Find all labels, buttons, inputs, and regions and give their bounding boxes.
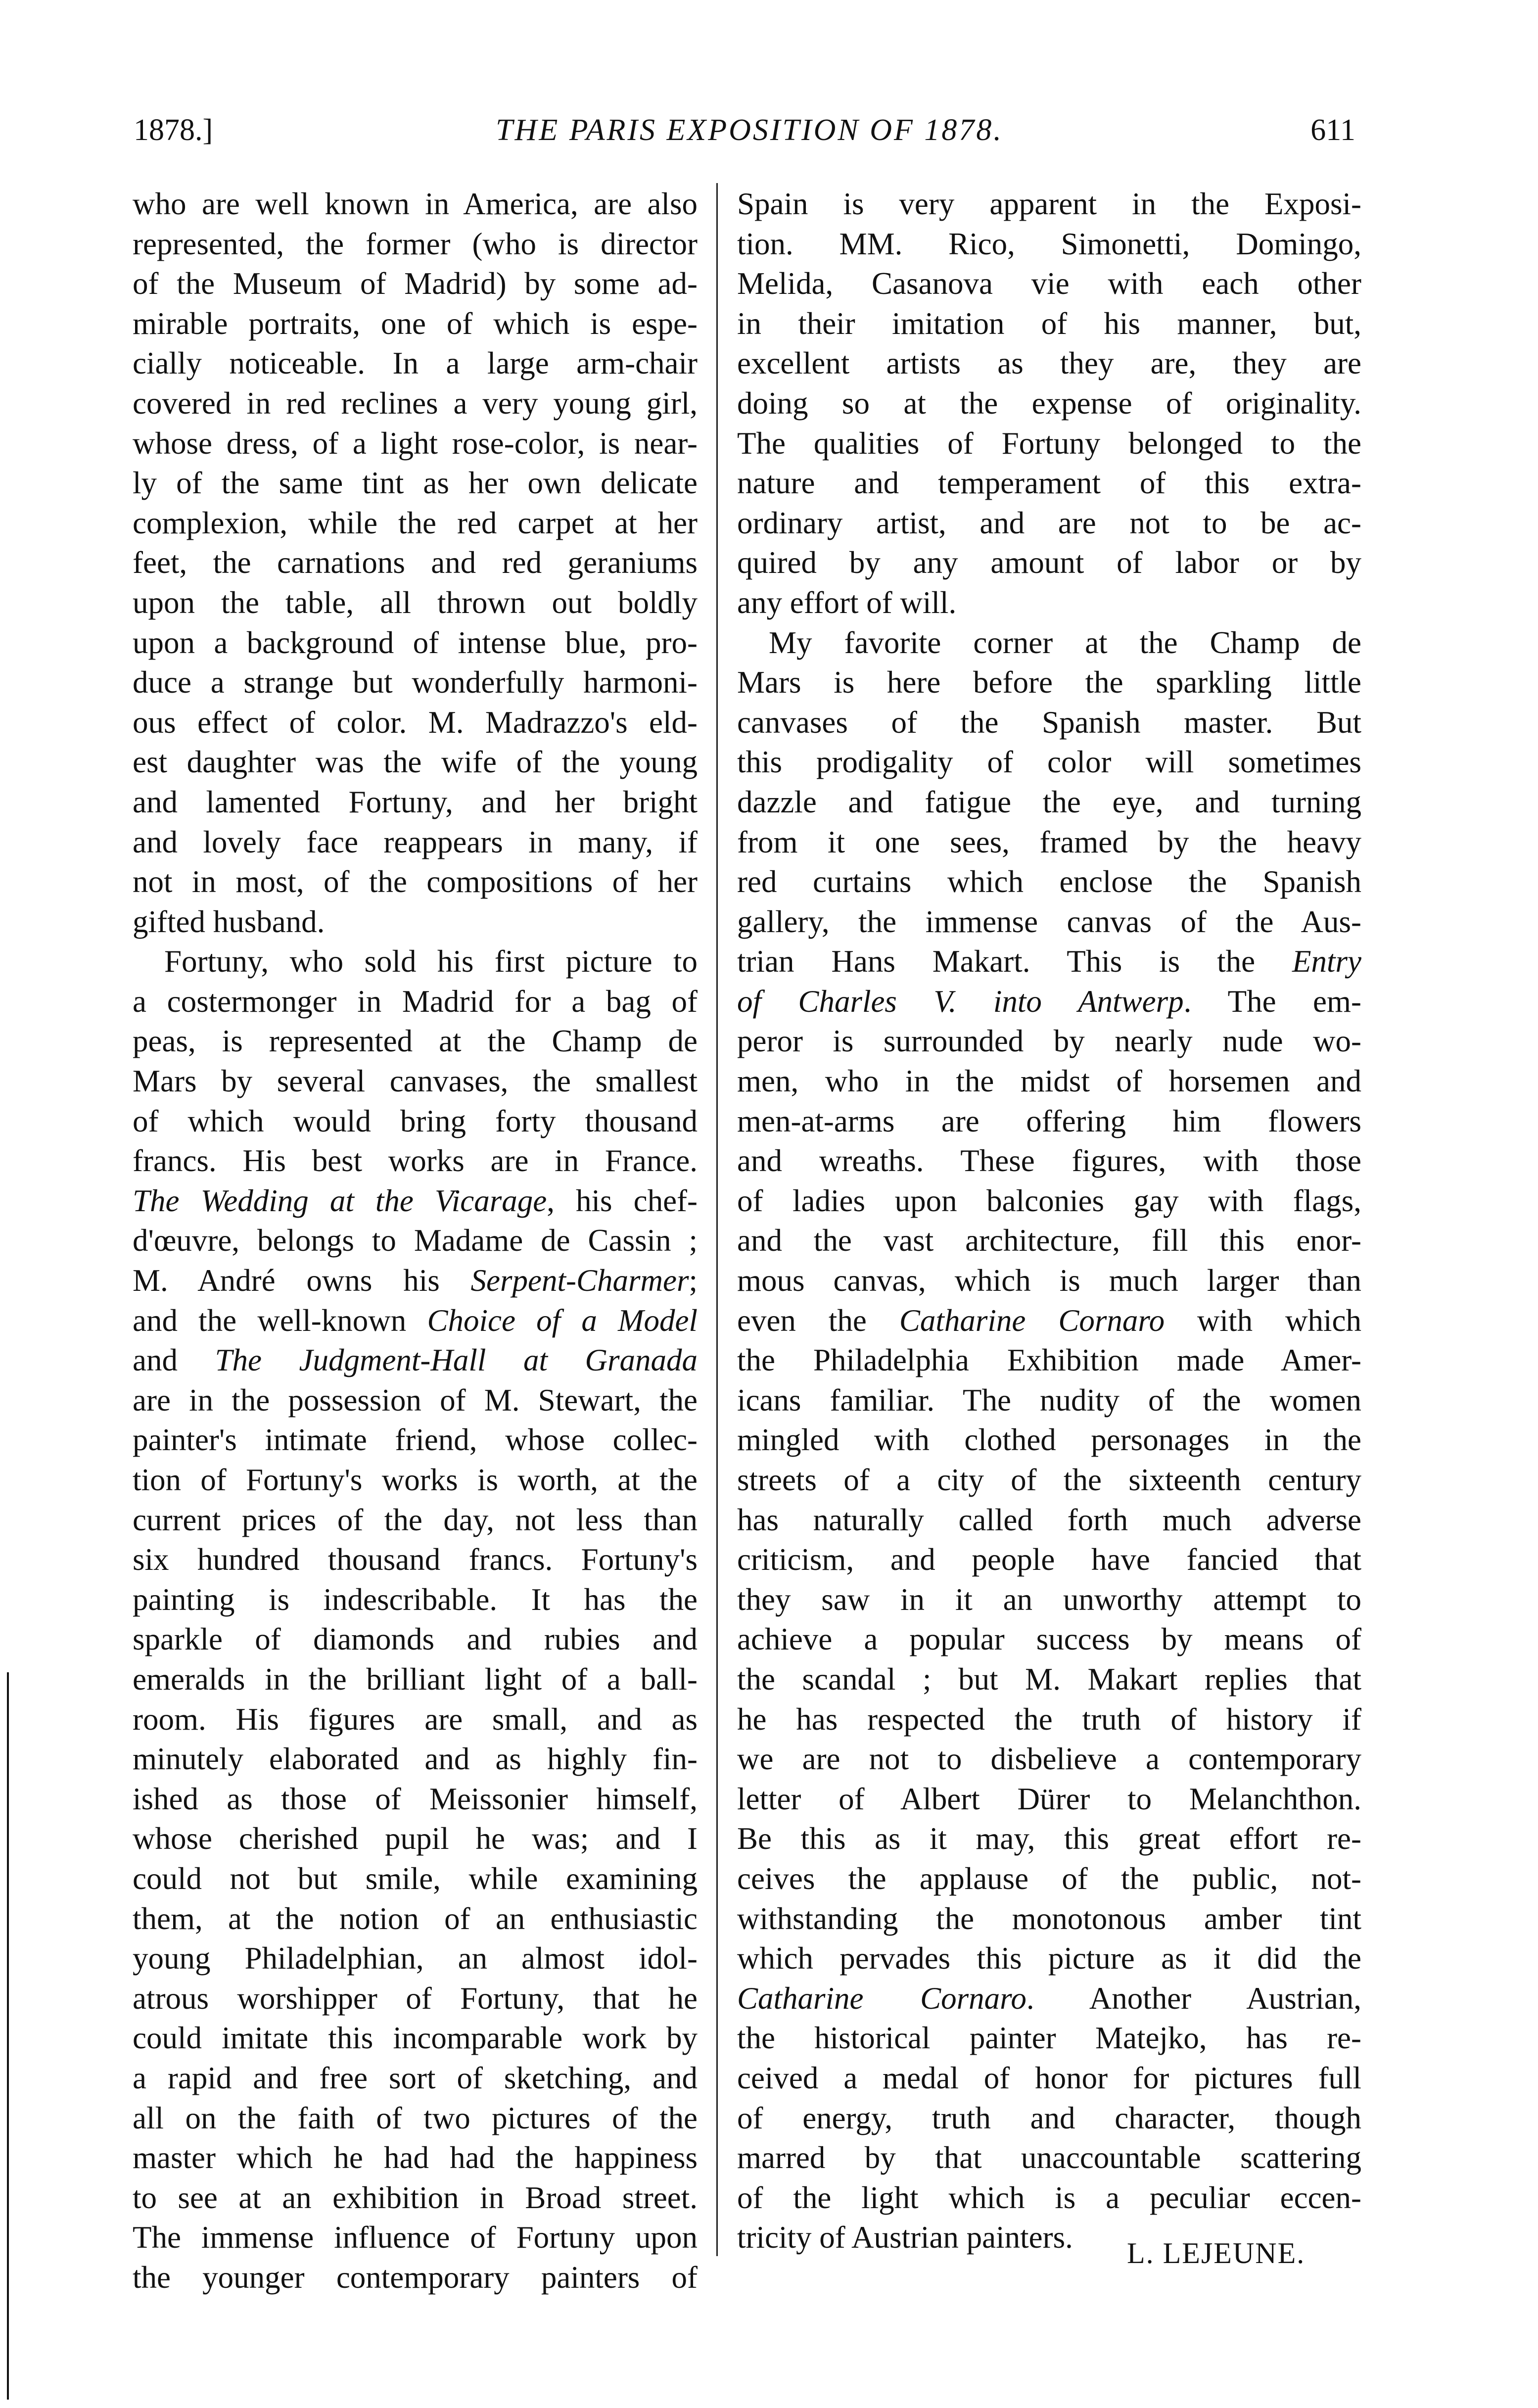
text-line: we are not to disbelieve a contemporary — [737, 1742, 1361, 1777]
text-line: criticism, and people have fancied that — [737, 1542, 1361, 1577]
text-line: a rapid and free sort of sketching, and — [133, 2060, 698, 2095]
right-column — [737, 184, 1361, 2258]
text-line: who are well known in America, are also — [133, 187, 698, 221]
header-title: THE PARIS EXPOSITION OF 1878. — [496, 113, 1003, 147]
text-line: peror is surrounded by nearly nude wo- — [737, 1024, 1361, 1059]
text-line: Fortuny, who sold his first picture to — [164, 944, 698, 979]
text-line: letter of Albert Dürer to Melanchthon. — [737, 1781, 1361, 1816]
text-line: even the Catharine Cornaro with which — [737, 1303, 1362, 1338]
text-line: ous effect of color. M. Madrazzo's eld- — [133, 705, 698, 740]
text-line: of the Museum of Madrid) by some ad- — [133, 266, 698, 301]
text-line: are in the possession of M. Stewart, the — [133, 1382, 698, 1417]
text-line: trian Hans Makart. This is the Entry — [737, 944, 1361, 979]
text-line: not in most, of the compositions of her — [133, 864, 698, 899]
text-line: The immense influence of Fortuny upon — [133, 2220, 698, 2255]
text-line: mirable portraits, one of which is espe- — [133, 306, 698, 341]
text-line: Be this as it may, this great effort re- — [737, 1821, 1361, 1856]
text-line: current prices of the day, not less than — [133, 1502, 698, 1537]
text-line: mingled with clothed personages in the — [737, 1422, 1361, 1458]
text-line: could imitate this incomparable work by — [133, 2021, 698, 2056]
page-number: 611 — [1310, 113, 1355, 147]
text-line: marred by that unaccountable scattering — [737, 2140, 1361, 2175]
text-line: duce a strange but wonderfully harmoni- — [133, 665, 698, 700]
text-line: red curtains which enclose the Spanish — [737, 864, 1361, 899]
text-line: of energy, truth and character, though — [737, 2100, 1361, 2135]
text-line: and lamented Fortuny, and her bright — [133, 784, 698, 819]
text-line: painter's intimate friend, whose collec- — [133, 1422, 698, 1458]
text-line: men-at-arms are offering him flowers — [737, 1103, 1361, 1138]
text-line: icans familiar. The nudity of the women — [737, 1382, 1361, 1417]
text-line: of which would bring forty thousand — [133, 1103, 698, 1138]
text-line: upon a background of intense blue, pro- — [133, 625, 698, 660]
text-line: gifted husband. — [133, 904, 325, 939]
text-line: emeralds in the brilliant light of a ball- — [133, 1661, 698, 1697]
text-line: tion of Fortuny's works is worth, at the — [133, 1463, 698, 1497]
text-line: achieve a popular success by means of — [737, 1622, 1361, 1657]
text-line: could not but smile, while examining — [133, 1861, 698, 1896]
text-line: this prodigality of color will sometimes — [737, 745, 1361, 780]
text-line: the younger contemporary painters of — [133, 2260, 698, 2295]
text-line: and lovely face reappears in many, if — [133, 824, 698, 859]
running-header — [134, 113, 1365, 157]
text-line: tricity of Austrian painters. — [737, 2220, 1073, 2255]
text-line: complexion, while the red carpet at her — [133, 505, 698, 540]
text-line: which pervades this picture as it did the — [737, 1941, 1361, 1976]
text-line: represented, the former (who is director — [133, 226, 698, 261]
text-line: whose dress, of a light rose-color, is near- — [133, 425, 698, 461]
text-line: withstanding the monotonous amber tint — [737, 1901, 1361, 1936]
text-line: d'œuvre, belongs to Madame de Cassin ; — [133, 1223, 698, 1258]
text-line: painting is indescribable. It has the — [133, 1582, 698, 1617]
text-line: tion. MM. Rico, Simonetti, Domingo, — [737, 226, 1361, 261]
text-line: doing so at the expense of originality. — [737, 385, 1361, 421]
text-line: excellent artists as they are, they are — [737, 346, 1361, 381]
text-line: ordinary artist, and are not to be ac- — [737, 505, 1361, 540]
text-line: sparkle of diamonds and rubies and — [133, 1622, 698, 1657]
text-line: My favorite corner at the Champ de — [769, 625, 1361, 660]
text-line: to see at an exhibition in Broad street. — [133, 2180, 698, 2215]
text-line: the Philadelphia Exhibition made Amer- — [737, 1343, 1361, 1378]
text-line: est daughter was the wife of the young — [133, 745, 698, 780]
text-line: Mars is here before the sparkling little — [737, 665, 1361, 700]
text-line: men, who in the midst of horsemen and — [737, 1064, 1361, 1099]
text-line: them, at the notion of an enthusiastic — [133, 1901, 698, 1936]
text-line: cially noticeable. In a large arm-chair — [133, 346, 698, 381]
text-line: the historical painter Matejko, has re- — [737, 2021, 1361, 2056]
text-line: nature and temperament of this extra- — [737, 466, 1361, 501]
text-line: from it one sees, framed by the heavy — [737, 824, 1361, 859]
text-line: in their imitation of his manner, but, — [737, 306, 1361, 341]
text-line: room. His figures are small, and as — [133, 1701, 698, 1737]
column-divider — [716, 183, 718, 2256]
text-line: six hundred thousand francs. Fortuny's — [133, 1542, 698, 1577]
text-line: feet, the carnations and red geraniums — [133, 545, 698, 580]
text-line: The qualities of Fortuny belonged to the — [737, 425, 1361, 461]
text-line: the scandal ; but M. Makart replies that — [737, 1661, 1361, 1697]
text-line: they saw in it an unworthy attempt to — [737, 1582, 1361, 1617]
text-line: streets of a city of the sixteenth century — [737, 1463, 1361, 1497]
text-line: covered in red reclines a very young girl, — [133, 385, 698, 421]
text-line: all on the faith of two pictures of the — [133, 2100, 698, 2135]
text-line: and the well-known Choice of a Model — [133, 1303, 698, 1338]
text-line: and The Judgment-Hall at Granada — [133, 1343, 698, 1378]
text-line: of ladies upon balconies gay with flags, — [737, 1183, 1361, 1218]
text-line: The Wedding at the Vicarage, his chef- — [133, 1183, 698, 1218]
text-line: mous canvas, which is much larger than — [737, 1263, 1361, 1298]
text-line: upon the table, all thrown out boldly — [133, 585, 698, 620]
text-line: francs. His best works are in France. — [133, 1143, 698, 1179]
text-line: Mars by several canvases, the smallest — [133, 1064, 698, 1099]
text-line: master which he had had the happiness — [133, 2140, 698, 2175]
left-column — [133, 184, 698, 2297]
text-line: canvases of the Spanish master. But — [737, 705, 1361, 740]
text-line: ceives the applause of the public, not- — [737, 1861, 1361, 1896]
text-line: Catharine Cornaro. Another Austrian, — [737, 1981, 1361, 2016]
text-line: Spain is very apparent in the Exposi- — [737, 187, 1361, 221]
header-year: 1878.] — [134, 113, 213, 147]
text-line: quired by any amount of labor or by — [737, 545, 1361, 580]
text-line: Melida, Casanova vie with each other — [737, 266, 1361, 301]
text-line: and the vast architecture, fill this enor- — [737, 1223, 1361, 1258]
text-line: ceived a medal of honor for pictures full — [737, 2060, 1361, 2095]
text-line: dazzle and fatigue the eye, and turning — [737, 784, 1361, 819]
text-line: ly of the same tint as her own delicate — [133, 466, 698, 501]
text-line: whose cherished pupil he was; and I — [133, 1821, 698, 1856]
text-line: of Charles V. into Antwerp. The em- — [737, 984, 1361, 1019]
text-line: M. André owns his Serpent-Charmer; — [133, 1263, 698, 1298]
text-line: any effort of will. — [737, 585, 957, 620]
text-line: peas, is represented at the Champ de — [133, 1024, 698, 1059]
text-line: he has respected the truth of history if — [737, 1701, 1361, 1737]
text-line: atrous worshipper of Fortuny, that he — [133, 1981, 698, 2016]
text-line: young Philadelphian, an almost idol- — [133, 1941, 698, 1976]
text-line: has naturally called forth much adverse — [737, 1502, 1361, 1537]
text-line: minutely elaborated and as highly fin- — [133, 1742, 698, 1777]
text-line: and wreaths. These figures, with those — [737, 1143, 1361, 1179]
text-line: ished as those of Meissonier himself, — [133, 1781, 698, 1816]
text-line: gallery, the immense canvas of the Aus- — [737, 904, 1361, 939]
text-line: of the light which is a peculiar eccen- — [737, 2180, 1361, 2215]
text-line: a costermonger in Madrid for a bag of — [133, 984, 698, 1019]
page-edge-mark — [7, 1672, 9, 2400]
author-signature: L. LEJEUNE. — [1127, 2237, 1305, 2269]
